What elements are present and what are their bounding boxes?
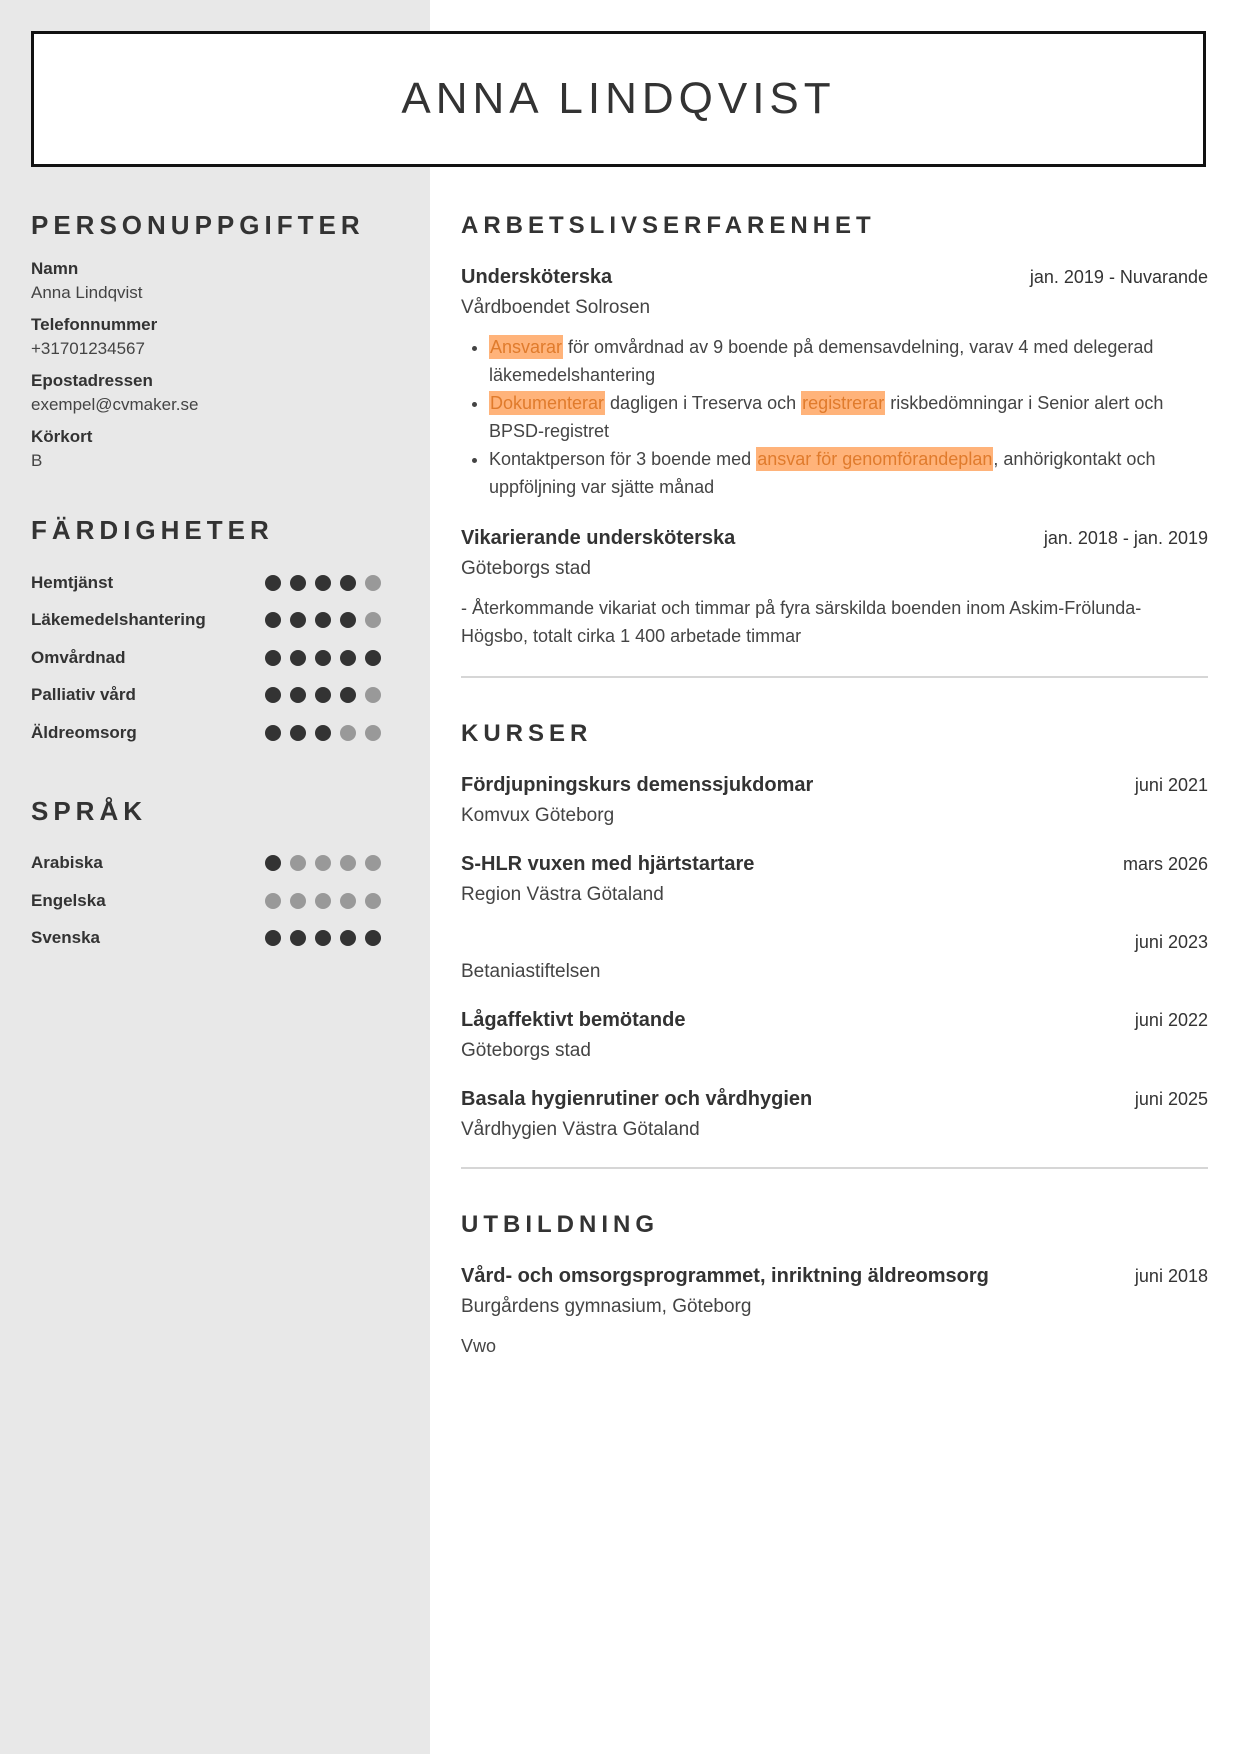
rating-dot: [265, 930, 281, 946]
personal-label: Namn: [31, 259, 79, 278]
skills-section: [31, 515, 381, 752]
personal-label: Epostadressen: [31, 371, 153, 390]
entry-header: [461, 1009, 1208, 1032]
rating-dot: [365, 930, 381, 946]
entry-date: juni 2023: [1134, 932, 1208, 952]
entry-title: Fördjupningskurs demenssjukdomar: [461, 774, 814, 796]
bullet-list: [461, 333, 1208, 501]
rating-dot: [365, 575, 381, 591]
rating-dot: [365, 612, 381, 628]
skill-row: [31, 714, 381, 752]
rating-dot: [315, 930, 331, 946]
rating-dot: [340, 930, 356, 946]
language-name: Svenska: [31, 928, 100, 948]
entry-title: Basala hygienrutiner och vårdhygien: [461, 1088, 813, 1110]
skill-name: Läkemedelshantering: [31, 610, 206, 630]
bullet-text: Kontaktperson för 3 boende med: [489, 449, 757, 469]
entry-date: juni 2025: [1134, 1089, 1208, 1109]
rating-dots: [265, 612, 381, 628]
highlighted-keyword: Ansvarar: [490, 337, 563, 357]
entry-organization: Komvux Göteborg: [461, 805, 615, 826]
rating-dots: [265, 930, 381, 946]
entry-title: Undersköterska: [461, 266, 613, 288]
entry-date: juni 2021: [1134, 775, 1208, 795]
rating-dots: [265, 687, 381, 703]
entry-title: Vikarierande undersköterska: [461, 527, 736, 549]
entry-organization: Betaniastiftelsen: [461, 961, 601, 982]
rating-dots: [265, 893, 381, 909]
languages-list: [31, 845, 381, 958]
personal-value: exempel@cvmaker.se: [31, 395, 199, 414]
entry-organization: Vårdboendet Solrosen: [461, 297, 651, 318]
courses-heading: KURSER: [461, 720, 593, 747]
sidebar: [31, 210, 381, 957]
rating-dot: [290, 612, 306, 628]
skills-list: [31, 564, 381, 752]
personal-label: Telefonnummer: [31, 315, 158, 334]
rating-dot: [365, 725, 381, 741]
bullet-text: för omvårdnad av 9 boende på demensavdelning, varav 4 med delegerad läkemedelshantering: [489, 337, 1154, 385]
skill-row: [31, 602, 381, 640]
highlighted-keyword: registrerar: [802, 393, 885, 413]
rating-dots: [265, 650, 381, 666]
entry-header: [461, 774, 1208, 797]
entry: [461, 932, 1208, 983]
entry: [461, 527, 1208, 650]
rating-dot: [340, 650, 356, 666]
entry-organization: Göteborgs stad: [461, 558, 591, 579]
rating-dot: [340, 575, 356, 591]
rating-dot: [340, 725, 356, 741]
rating-dot: [315, 855, 331, 871]
rating-dot: [315, 650, 331, 666]
bullet-text: dagligen i Treserva och: [605, 393, 802, 413]
skill-row: [31, 639, 381, 677]
entry: [461, 266, 1208, 501]
rating-dot: [365, 855, 381, 871]
experience-heading: ARBETSLIVSERFARENHET: [461, 212, 876, 239]
entry: [461, 1265, 1208, 1360]
rating-dot: [365, 687, 381, 703]
rating-dot: [340, 687, 356, 703]
personal-heading: PERSONUPPGIFTER: [31, 210, 365, 240]
entry-header: [461, 527, 1208, 550]
rating-dot: [265, 612, 281, 628]
rating-dot: [265, 855, 281, 871]
rating-dot: [290, 575, 306, 591]
rating-dot: [315, 575, 331, 591]
entry-date: mars 2026: [1122, 854, 1208, 874]
rating-dot: [265, 575, 281, 591]
entry-organization: Göteborgs stad: [461, 1040, 591, 1061]
section-divider: [461, 676, 1208, 678]
skill-name: Omvårdnad: [31, 647, 126, 667]
language-name: Engelska: [31, 890, 106, 910]
name-header: [31, 31, 1206, 167]
rating-dot: [265, 687, 281, 703]
entry-title: Vård- och omsorgsprogrammet, inriktning äldreomsorg: [461, 1265, 989, 1287]
skill-name: Palliativ vård: [31, 685, 136, 705]
rating-dot: [365, 893, 381, 909]
rating-dot: [315, 687, 331, 703]
personal-label: Körkort: [31, 427, 93, 446]
experience-list: [461, 266, 1208, 650]
candidate-name: ANNA LINDQVIST: [401, 74, 836, 123]
rating-dot: [340, 893, 356, 909]
languages-section: [31, 796, 381, 958]
entry-title: Lågaffektivt bemötande: [461, 1009, 686, 1031]
entry: [461, 1088, 1208, 1141]
entry-date: jan. 2018 - jan. 2019: [1043, 528, 1208, 548]
rating-dot: [340, 612, 356, 628]
entry-organization: Vårdhygien Västra Götaland: [461, 1119, 700, 1140]
rating-dot: [365, 650, 381, 666]
rating-dots: [265, 575, 381, 591]
bullet-item: [489, 389, 1208, 445]
entry-date: juni 2018: [1134, 1266, 1208, 1286]
entry: [461, 1009, 1208, 1062]
language-row: [31, 882, 381, 920]
main-content: [461, 212, 1208, 1360]
entry-header: [461, 1088, 1208, 1111]
entry-organization: Burgårdens gymnasium, Göteborg: [461, 1296, 752, 1317]
entry-header: [461, 853, 1208, 876]
education-list: [461, 1265, 1208, 1360]
education-heading: UTBILDNING: [461, 1211, 659, 1238]
section-divider: [461, 1167, 1208, 1169]
rating-dot: [315, 725, 331, 741]
bullet-text: riskbedömningar i Senior alert och BPSD-registret: [489, 393, 1164, 441]
entry-date: jan. 2019 - Nuvarande: [1029, 267, 1208, 287]
language-row: [31, 845, 381, 883]
entry-description: Vwo: [461, 1336, 497, 1356]
skills-heading: FÄRDIGHETER: [31, 515, 274, 545]
skill-row: [31, 564, 381, 602]
skill-row: [31, 677, 381, 715]
entry-description: - Återkommande vikariat och timmar på fyra särskilda boenden inom Askim-Frölunda-Högsbo, totalt cirka 1 400 arbetade timmar: [461, 598, 1142, 646]
courses-list: [461, 774, 1208, 1141]
rating-dot: [265, 725, 281, 741]
skill-name: Hemtjänst: [31, 572, 114, 592]
rating-dot: [265, 893, 281, 909]
rating-dot: [290, 725, 306, 741]
language-name: Arabiska: [31, 853, 103, 873]
rating-dots: [265, 855, 381, 871]
entry-organization: Region Västra Götaland: [461, 884, 664, 905]
rating-dot: [290, 687, 306, 703]
entry-date: juni 2022: [1134, 1010, 1208, 1030]
personal-value: B: [31, 451, 43, 470]
personal-value: Anna Lindqvist: [31, 283, 143, 302]
rating-dots: [265, 725, 381, 741]
bullet-text: , anhörigkontakt och uppföljning var sjätte månad: [489, 449, 1156, 497]
rating-dot: [290, 650, 306, 666]
bullet-item: [489, 445, 1208, 501]
rating-dot: [290, 930, 306, 946]
rating-dot: [315, 893, 331, 909]
entry-title: S-HLR vuxen med hjärtstartare: [461, 853, 755, 875]
entry-header: [461, 1265, 1208, 1288]
entry: [461, 853, 1208, 906]
highlighted-keyword: Dokumenterar: [490, 393, 605, 413]
personal-value: +31701234567: [31, 339, 145, 358]
rating-dot: [315, 612, 331, 628]
highlighted-keyword: ansvar för genomförandeplan: [757, 449, 993, 469]
skill-name: Äldreomsorg: [31, 722, 137, 742]
rating-dot: [340, 855, 356, 871]
languages-heading: SPRÅK: [31, 795, 148, 826]
rating-dot: [265, 650, 281, 666]
language-row: [31, 920, 381, 958]
bullet-item: [489, 333, 1208, 389]
personal-list: [31, 259, 381, 471]
rating-dot: [290, 855, 306, 871]
rating-dot: [290, 893, 306, 909]
entry: [461, 774, 1208, 827]
entry-header: [461, 932, 1208, 953]
entry-header: [461, 266, 1208, 289]
